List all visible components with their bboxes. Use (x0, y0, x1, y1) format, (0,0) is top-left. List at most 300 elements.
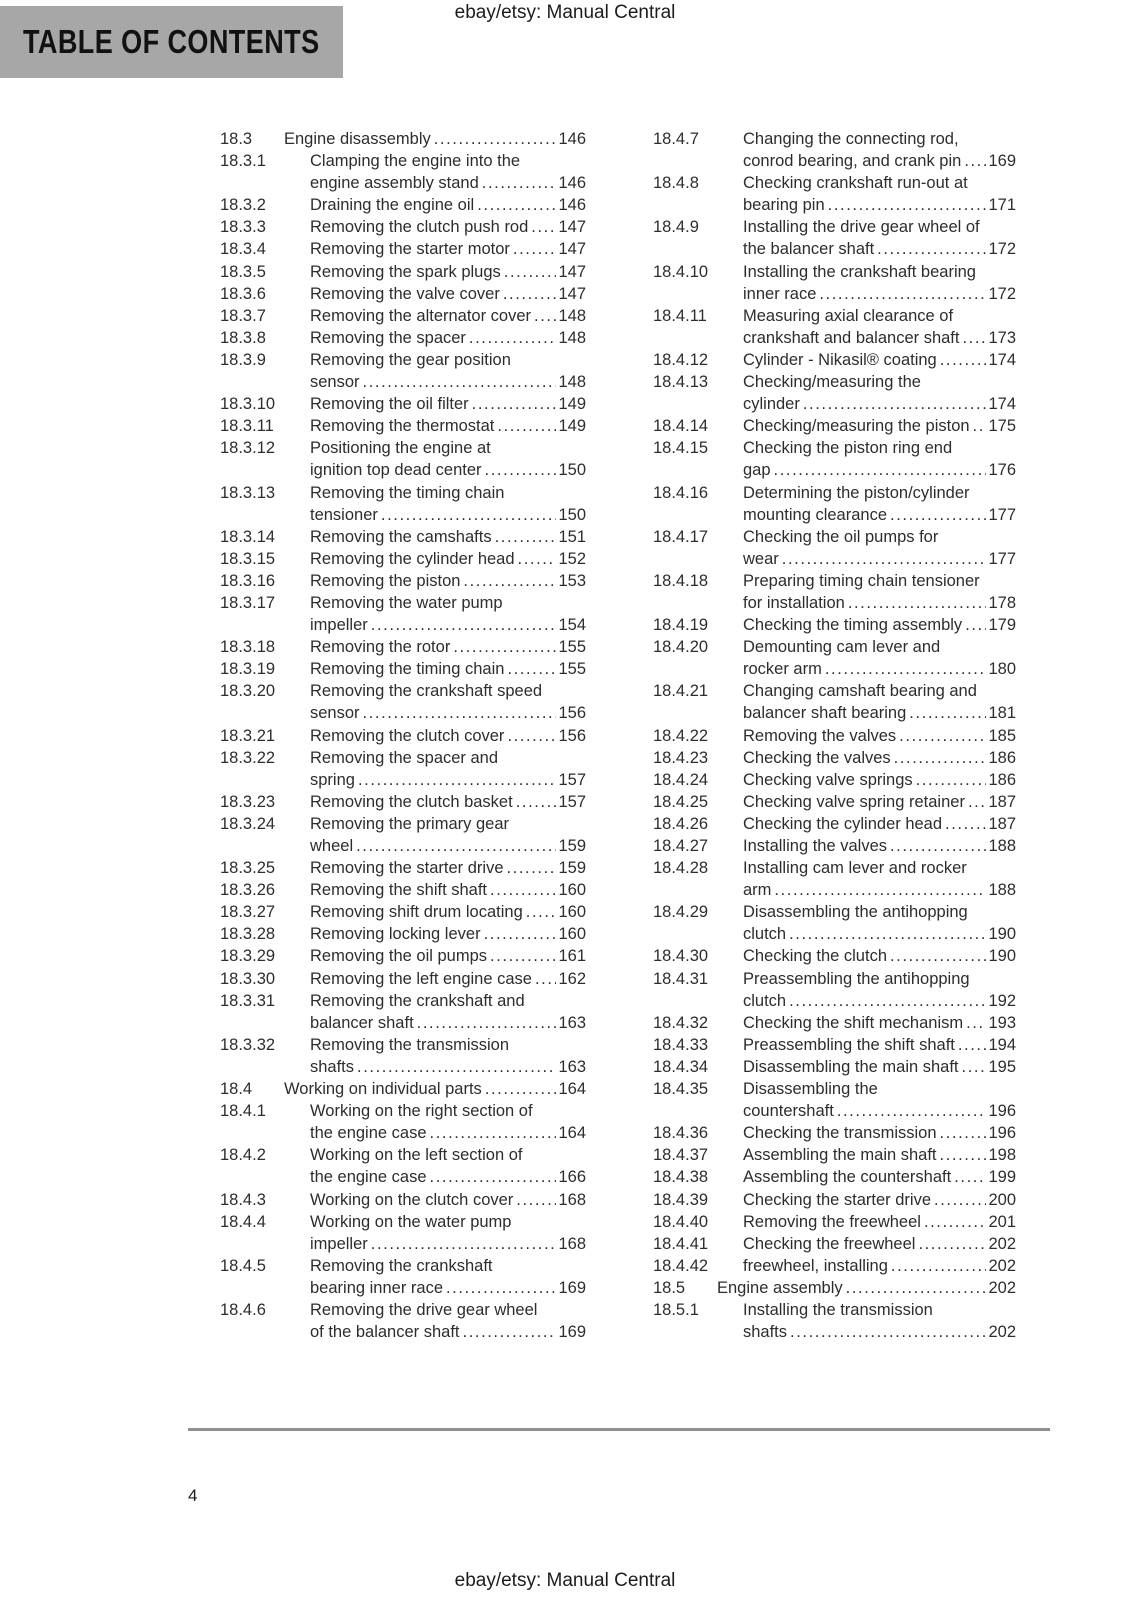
entry-last-line (743, 945, 1016, 967)
entry-body (310, 261, 586, 283)
entry-last-line (743, 1144, 1016, 1166)
entry-page: 199 (988, 1168, 1016, 1187)
entry-page: 181 (988, 704, 1016, 723)
entry-last-line (310, 238, 586, 260)
entry-number: 18.3.18 (220, 638, 276, 657)
dot-leader (964, 150, 986, 172)
entry-page: 174 (988, 395, 1016, 414)
entry-page: 201 (988, 1212, 1016, 1231)
entry-title: wear (743, 549, 779, 568)
entry-title-line: Disassembling the (743, 1080, 878, 1099)
entry-title-line: Removing the spacer and (310, 748, 499, 767)
toc-entry (220, 216, 586, 238)
entry-title: freewheel, installing (743, 1256, 888, 1275)
entry-number: 18.4.1 (220, 1102, 266, 1121)
entry-body (743, 261, 1016, 305)
entry-title: cylinder (743, 395, 800, 414)
entry-title-line: Removing the gear position (310, 350, 511, 369)
entry-page: 174 (988, 350, 1016, 369)
entry-page: 186 (988, 770, 1016, 789)
entry-number: 18.3.8 (220, 328, 266, 347)
entry-number: 18.4.12 (653, 350, 709, 369)
entry-page: 177 (988, 505, 1016, 524)
toc-entry (220, 305, 586, 327)
entry-page: 187 (988, 792, 1016, 811)
entry-number: 18.4.14 (653, 417, 709, 436)
entry-body (310, 482, 586, 526)
entry-page: 195 (988, 1057, 1016, 1076)
dot-leader (472, 393, 556, 415)
dot-leader (507, 658, 556, 680)
dot-leader (485, 1078, 556, 1100)
entry-body (743, 1078, 1016, 1122)
entry-last-line (310, 901, 586, 923)
entry-last-line (310, 835, 586, 857)
entry-page: 202 (988, 1323, 1016, 1342)
entry-title-line: Changing camshaft bearing and (743, 682, 977, 701)
toc-entry (220, 592, 586, 636)
entry-last-line (284, 128, 586, 150)
toc-entry (653, 261, 1016, 305)
dot-leader (503, 283, 556, 305)
dot-leader (363, 702, 556, 724)
entry-page: 162 (558, 969, 586, 988)
entry-title-line: Installing cam lever and rocker (743, 859, 967, 878)
entry-last-line (743, 1211, 1016, 1233)
dot-leader (516, 1189, 556, 1211)
footer-divider-rule (188, 1428, 1050, 1431)
dot-leader (469, 327, 556, 349)
entry-number: 18.4.31 (653, 969, 709, 988)
toc-entry (653, 437, 1016, 481)
entry-title: Removing the clutch cover (310, 726, 505, 745)
entry-page: 163 (558, 1057, 586, 1076)
entry-body (310, 968, 586, 990)
entry-title: spring (310, 770, 355, 789)
entry-title: ignition top dead center (310, 461, 482, 480)
entry-body (310, 150, 586, 194)
toc-entry (220, 879, 586, 901)
entry-page: 187 (988, 814, 1016, 833)
entry-title: Checking the timing assembly (743, 616, 963, 635)
entry-last-line (743, 393, 1016, 415)
entry-last-line (743, 238, 1016, 260)
entry-number: 18.3.22 (220, 748, 276, 767)
entry-title: of the balancer shaft (310, 1323, 460, 1342)
entry-body (310, 1211, 586, 1255)
entry-body (743, 945, 1016, 967)
entry-body (743, 349, 1016, 371)
entry-title-line: Checking the piston ring end (743, 439, 953, 458)
entry-number: 18.4.36 (653, 1124, 709, 1143)
entry-page: 185 (988, 726, 1016, 745)
entry-title: Draining the engine oil (310, 196, 475, 215)
entry-last-line (310, 526, 586, 548)
entry-number: 18.4.33 (653, 1035, 709, 1054)
entry-last-line (743, 614, 1016, 636)
entry-title: Engine assembly (717, 1278, 843, 1297)
entry-title-line: Installing the transmission (743, 1300, 933, 1319)
dot-leader (490, 945, 556, 967)
toc-entry (220, 1189, 586, 1211)
entry-last-line (310, 857, 586, 879)
dot-leader (417, 1012, 556, 1034)
entry-number: 18.3.2 (220, 196, 266, 215)
entry-body (743, 636, 1016, 680)
entry-last-line (310, 791, 586, 813)
entry-title-line: Working on the water pump (310, 1212, 512, 1231)
entry-last-line (743, 1100, 1016, 1122)
entry-title: tensioner (310, 505, 378, 524)
entry-title: Removing the rotor (310, 638, 451, 657)
entry-title: gap (743, 461, 771, 480)
entry-title-line: Removing the transmission (310, 1035, 509, 1054)
entry-number: 18.3.23 (220, 792, 276, 811)
entry-last-line (743, 747, 1016, 769)
dot-leader (495, 526, 556, 548)
entry-last-line (717, 1277, 1016, 1299)
dot-leader (916, 769, 986, 791)
dot-leader (973, 415, 986, 437)
entry-body (743, 614, 1016, 636)
entry-number: 18.3.6 (220, 284, 266, 303)
entry-page: 148 (558, 328, 586, 347)
entry-page: 173 (988, 328, 1016, 347)
dot-leader (918, 1233, 986, 1255)
entry-body (310, 813, 586, 857)
entry-body (310, 526, 586, 548)
entry-last-line (310, 283, 586, 305)
toc-entry (220, 658, 586, 680)
entry-number: 18.4.10 (653, 262, 709, 281)
dot-leader (430, 1166, 556, 1188)
entry-last-line (743, 813, 1016, 835)
toc-entry (653, 857, 1016, 901)
entry-page: 150 (558, 505, 586, 524)
entry-number: 18.3.7 (220, 306, 266, 325)
entry-body (310, 1144, 586, 1188)
entry-title: clutch (743, 925, 787, 944)
toc-entry (653, 172, 1016, 216)
entry-number: 18.4.23 (653, 748, 709, 767)
entry-body (310, 437, 586, 481)
entry-body (717, 1277, 1016, 1299)
entry-last-line (310, 393, 586, 415)
entry-last-line (310, 636, 586, 658)
entry-page: 172 (988, 240, 1016, 259)
entry-number: 18.4.20 (653, 638, 709, 657)
entry-title: Engine disassembly (284, 130, 431, 148)
entry-body (310, 305, 586, 327)
entry-title-line: Determining the piston/cylinder (743, 483, 970, 502)
toc-entry (220, 1144, 586, 1188)
entry-number: 18.3.28 (220, 925, 276, 944)
entry-title-line: Installing the drive gear wheel of (743, 218, 980, 237)
entry-page: 164 (558, 1124, 586, 1143)
toc-entry (220, 526, 586, 548)
entry-title-line: Checking the oil pumps for (743, 527, 939, 546)
entry-number: 18.3.15 (220, 549, 276, 568)
entry-body (743, 128, 1016, 172)
entry-number: 18.4.40 (653, 1212, 709, 1231)
entry-number: 18.4.24 (653, 770, 709, 789)
toc-entry (220, 327, 586, 349)
toc-entry (653, 614, 1016, 636)
entry-last-line (310, 702, 586, 724)
entry-title-line: Working on the left section of (310, 1146, 523, 1165)
entry-number: 18.3.9 (220, 350, 266, 369)
entry-last-line (743, 415, 1016, 437)
entry-body (310, 923, 586, 945)
toc-entry (220, 791, 586, 813)
toc-entry (220, 437, 586, 481)
entry-page: 156 (558, 726, 586, 745)
entry-number: 18.4.18 (653, 571, 709, 590)
entry-title-line: Removing the crankshaft and (310, 991, 525, 1010)
entry-body (743, 1233, 1016, 1255)
entry-body (743, 415, 1016, 437)
entry-number: 18.3.24 (220, 814, 276, 833)
dot-leader (924, 1211, 986, 1233)
dot-leader (940, 1122, 986, 1144)
dot-leader (782, 548, 986, 570)
dot-leader (526, 901, 556, 923)
entry-number: 18.4.27 (653, 837, 709, 855)
toc-entry (220, 283, 586, 305)
entry-title-line: Demounting cam lever and (743, 638, 941, 657)
entry-number: 18.4.41 (653, 1234, 709, 1253)
entry-last-line (743, 194, 1016, 216)
toc-entry (220, 238, 586, 260)
entry-body (310, 658, 586, 680)
entry-body (310, 592, 586, 636)
entry-title: Removing the cylinder head (310, 549, 515, 568)
entry-title-line: Installing the crankshaft bearing (743, 262, 976, 281)
entry-last-line (743, 879, 1016, 901)
entry-number: 18.4.3 (220, 1190, 266, 1209)
entry-number: 18.4.25 (653, 792, 709, 811)
entry-body (743, 1144, 1016, 1166)
entry-body (743, 1012, 1016, 1034)
toc-entry (220, 945, 586, 967)
entry-body (284, 1078, 586, 1100)
entry-last-line (743, 1034, 1016, 1056)
entry-number: 18.4.21 (653, 682, 709, 701)
dot-leader (828, 194, 986, 216)
toc-entry (653, 835, 1016, 857)
dot-leader (477, 194, 556, 216)
entry-page: 198 (988, 1146, 1016, 1165)
entry-last-line (310, 548, 586, 570)
entry-body (310, 1299, 586, 1343)
entry-title: bearing pin (743, 196, 825, 215)
entry-page: 178 (988, 593, 1016, 612)
entry-page: 188 (988, 837, 1016, 855)
dot-leader (819, 283, 986, 305)
entry-body (284, 128, 586, 150)
entry-page: 175 (988, 417, 1016, 436)
entry-number: 18.4.42 (653, 1256, 709, 1275)
entry-title: Removing locking lever (310, 925, 481, 944)
entry-page: 152 (558, 549, 586, 568)
entry-title: Removing the timing chain (310, 660, 505, 679)
entry-page: 202 (988, 1234, 1016, 1253)
entry-last-line (310, 1189, 586, 1211)
entry-last-line (310, 1233, 586, 1255)
dot-leader (381, 504, 556, 526)
dot-leader (482, 172, 556, 194)
entry-body (310, 725, 586, 747)
entry-body (310, 945, 586, 967)
entry-last-line (310, 570, 586, 592)
entry-title: arm (743, 881, 772, 900)
toc-entry (653, 1166, 1016, 1188)
entry-body (743, 747, 1016, 769)
entry-number: 18.4.5 (220, 1256, 266, 1275)
entry-title-line: Removing the crankshaft (310, 1256, 493, 1275)
entry-body (743, 1034, 1016, 1056)
entry-number: 18.3.3 (220, 218, 266, 237)
entry-number: 18.4.13 (653, 373, 709, 392)
entry-last-line (743, 702, 1016, 724)
entry-page: 146 (558, 196, 586, 215)
dot-leader (485, 459, 556, 481)
entry-number: 18.3.10 (220, 395, 276, 414)
dot-leader (358, 769, 556, 791)
entry-body (743, 172, 1016, 216)
entry-page: 151 (558, 527, 586, 546)
entry-number: 18.3.32 (220, 1035, 276, 1054)
toc-entry (220, 415, 586, 437)
entry-title: Checking the shift mechanism (743, 1013, 964, 1032)
entry-page: 148 (558, 373, 586, 392)
entry-body (743, 1056, 1016, 1078)
entry-page: 172 (988, 284, 1016, 303)
entry-title: Working on individual parts (284, 1080, 482, 1099)
entry-number: 18.3.21 (220, 726, 276, 745)
toc-entry (653, 349, 1016, 371)
entry-last-line (310, 371, 586, 393)
dot-leader (463, 570, 556, 592)
entry-last-line (310, 923, 586, 945)
dot-leader (848, 592, 986, 614)
entry-body (743, 725, 1016, 747)
entry-body (743, 570, 1016, 614)
entry-number: 18.4.29 (653, 903, 709, 922)
entry-body (743, 791, 1016, 813)
entry-last-line (743, 1255, 1016, 1277)
toc-entry (220, 680, 586, 724)
entry-last-line (310, 415, 586, 437)
entry-title: Removing the alternator cover (310, 306, 532, 325)
entry-body (743, 1166, 1016, 1188)
dot-leader (371, 1233, 556, 1255)
entry-title: Removing the oil pumps (310, 947, 488, 966)
entry-title: shafts (743, 1323, 788, 1342)
entry-number: 18.3 (220, 130, 253, 148)
entry-title-line: Removing the crankshaft speed (310, 682, 543, 701)
entry-body (743, 1122, 1016, 1144)
entry-title: mounting clearance (743, 505, 888, 524)
dot-leader (357, 1056, 556, 1078)
entry-number: 18.4.38 (653, 1168, 709, 1187)
entry-last-line (310, 945, 586, 967)
dot-leader (877, 238, 986, 260)
entry-last-line (310, 769, 586, 791)
entry-title-line: Changing the connecting rod, (743, 130, 959, 148)
entry-last-line (743, 1012, 1016, 1034)
entry-title: wheel (310, 837, 354, 855)
entry-number: 18.4.39 (653, 1190, 709, 1209)
entry-number: 18.4.4 (220, 1212, 266, 1231)
entry-title: Removing the camshafts (310, 527, 492, 546)
dot-leader (891, 1255, 986, 1277)
entry-page: 176 (988, 461, 1016, 480)
toc-entry (653, 1144, 1016, 1166)
entry-page: 159 (558, 859, 586, 878)
entry-page: 161 (558, 947, 586, 966)
entry-body (743, 371, 1016, 415)
dot-leader (497, 415, 556, 437)
toc-entry (653, 725, 1016, 747)
toc-entry (653, 1056, 1016, 1078)
entry-last-line (743, 1321, 1016, 1343)
dot-leader (789, 923, 986, 945)
entry-title: Removing the oil filter (310, 395, 469, 414)
entry-body (743, 835, 1016, 857)
entry-title: clutch (743, 991, 787, 1010)
entry-number: 18.3.20 (220, 682, 276, 701)
entry-page: 196 (988, 1124, 1016, 1143)
dot-leader (890, 945, 986, 967)
entry-last-line (310, 1321, 586, 1343)
entry-page: 190 (988, 925, 1016, 944)
entry-page: 154 (558, 616, 586, 635)
entry-title: Removing the starter motor (310, 240, 510, 259)
entry-title-line: Working on the right section of (310, 1102, 533, 1121)
toc-entry (653, 1189, 1016, 1211)
entry-body (310, 990, 586, 1034)
entry-page: 153 (558, 571, 586, 590)
entry-title: Removing shift drum locating (310, 903, 523, 922)
entry-number: 18.4.35 (653, 1080, 709, 1099)
entry-page: 169 (558, 1323, 586, 1342)
dot-leader (837, 1100, 986, 1122)
entry-title: Installing the valves (743, 837, 887, 855)
entry-body (743, 901, 1016, 945)
entry-title: Assembling the main shaft (743, 1146, 937, 1165)
entry-number: 18.3.12 (220, 439, 276, 458)
entry-last-line (310, 305, 586, 327)
entry-body (310, 636, 586, 658)
entry-page: 166 (558, 1168, 586, 1187)
entry-title: inner race (743, 284, 817, 303)
entry-last-line (743, 658, 1016, 680)
entry-title: impeller (310, 1234, 368, 1253)
toc-entry (653, 813, 1016, 835)
entry-last-line (310, 459, 586, 481)
entry-body (743, 1299, 1016, 1343)
entry-body (310, 194, 586, 216)
entry-title: Checking the starter drive (743, 1190, 932, 1209)
dot-leader (940, 349, 986, 371)
entry-number: 18.4.6 (220, 1300, 266, 1319)
dot-leader (534, 305, 556, 327)
toc-entry (653, 1255, 1016, 1277)
entry-title: Cylinder - Nikasil® coating (743, 350, 937, 369)
entry-last-line (310, 194, 586, 216)
entry-title: Checking valve springs (743, 770, 913, 789)
